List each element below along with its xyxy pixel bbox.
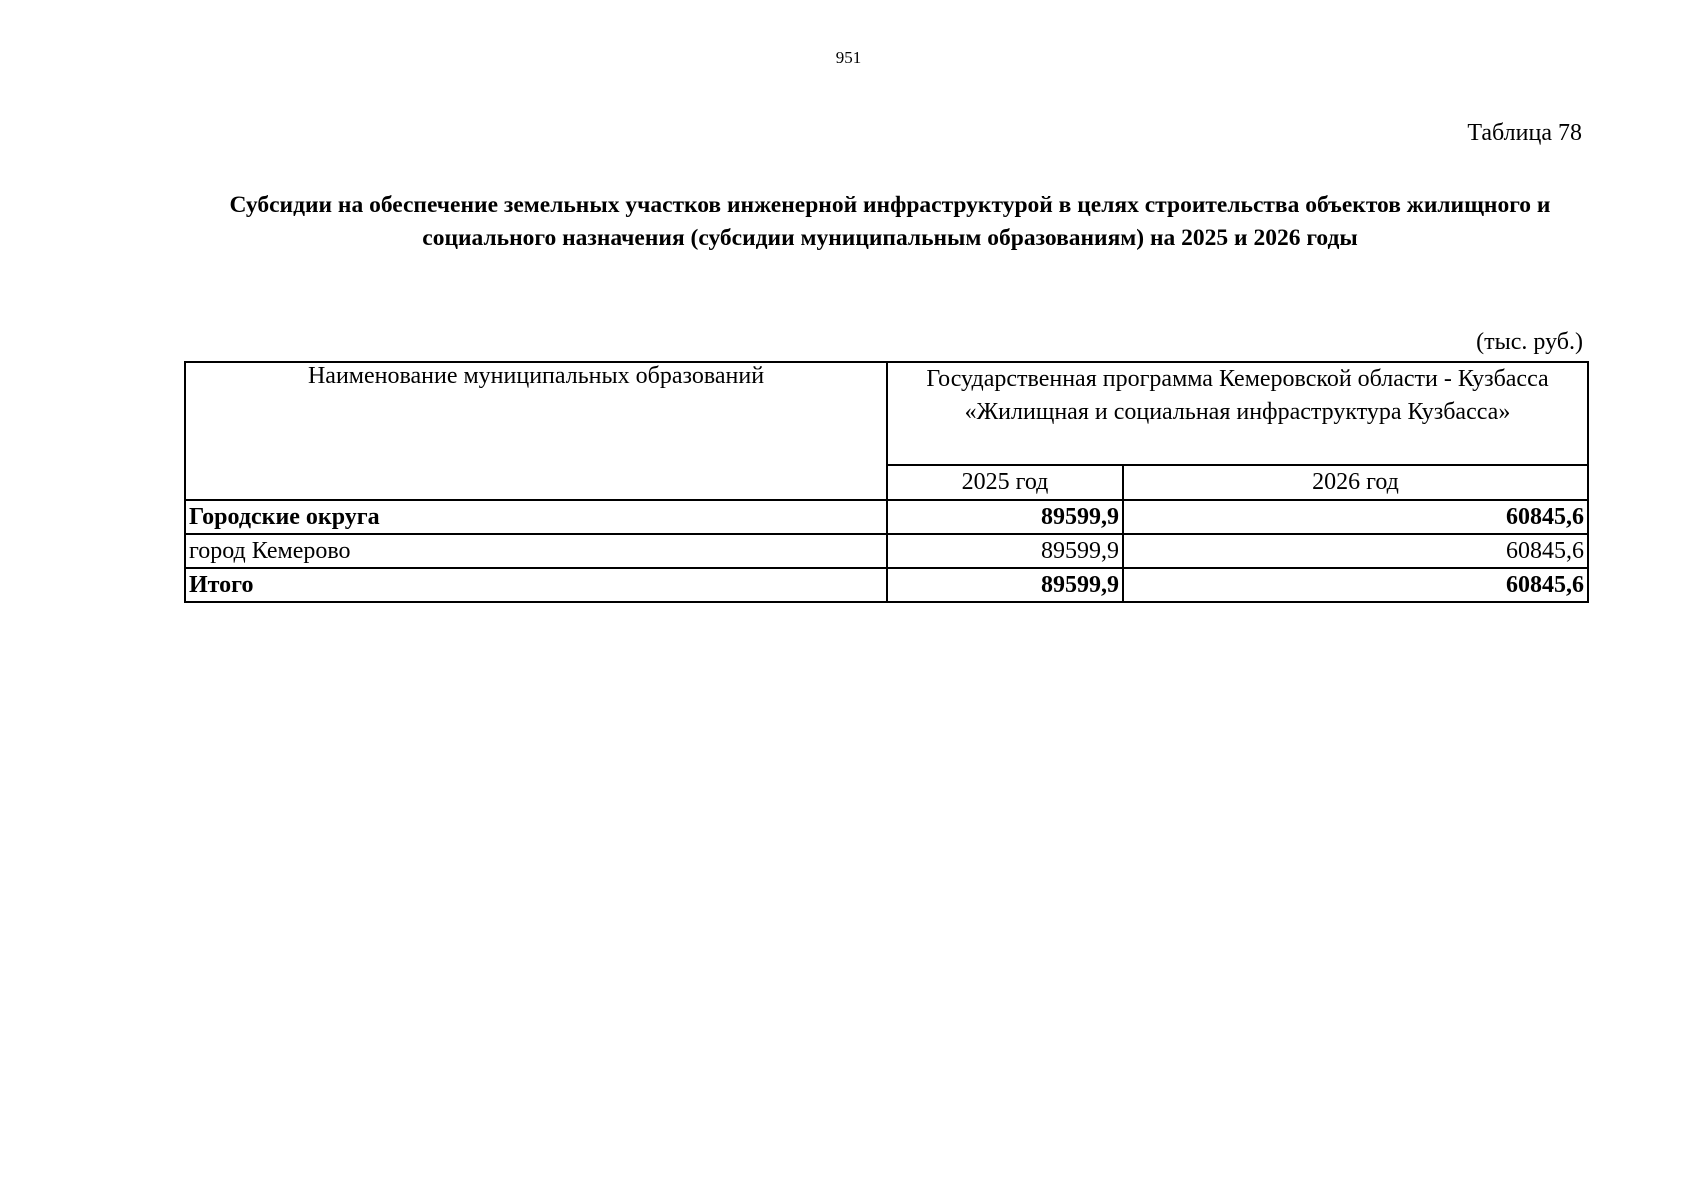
row-value-2025: 89599,9 xyxy=(887,568,1123,602)
subsidies-table xyxy=(184,361,1589,603)
document-title: Субсидии на обеспечение земельных участков инженерной инфраструктурой в целях строительства объектов жилищного и социального назначения (субсидии муниципальным образованиям) на 2025 и 2026 годы xyxy=(229,192,1551,251)
page-number: 951 xyxy=(835,48,862,67)
row-value-2025: 89599,9 xyxy=(887,500,1123,534)
table-row xyxy=(185,500,1588,534)
header-state-program: Государственная программа Кемеровской области - Кузбасса «Жилищная и социальная инфраструктура Кузбасса» xyxy=(887,362,1588,465)
row-value-2025: 89599,9 xyxy=(887,534,1123,568)
row-value-2026: 60845,6 xyxy=(1123,500,1588,534)
units-label: (тыс. руб.) xyxy=(1476,329,1583,355)
row-name: город Кемерово xyxy=(185,534,887,568)
row-value-2026: 60845,6 xyxy=(1123,568,1588,602)
table-row xyxy=(185,534,1588,568)
row-name: Городские округа xyxy=(185,500,887,534)
row-value-2026: 60845,6 xyxy=(1123,534,1588,568)
header-year-2026: 2026 год xyxy=(1123,465,1588,500)
table-caption: Таблица 78 xyxy=(1467,120,1582,146)
header-year-2025: 2025 год xyxy=(887,465,1123,500)
header-municipality-name: Наименование муниципальных образований xyxy=(185,362,887,500)
row-name: Итого xyxy=(185,568,887,602)
table-row-total xyxy=(185,568,1588,602)
